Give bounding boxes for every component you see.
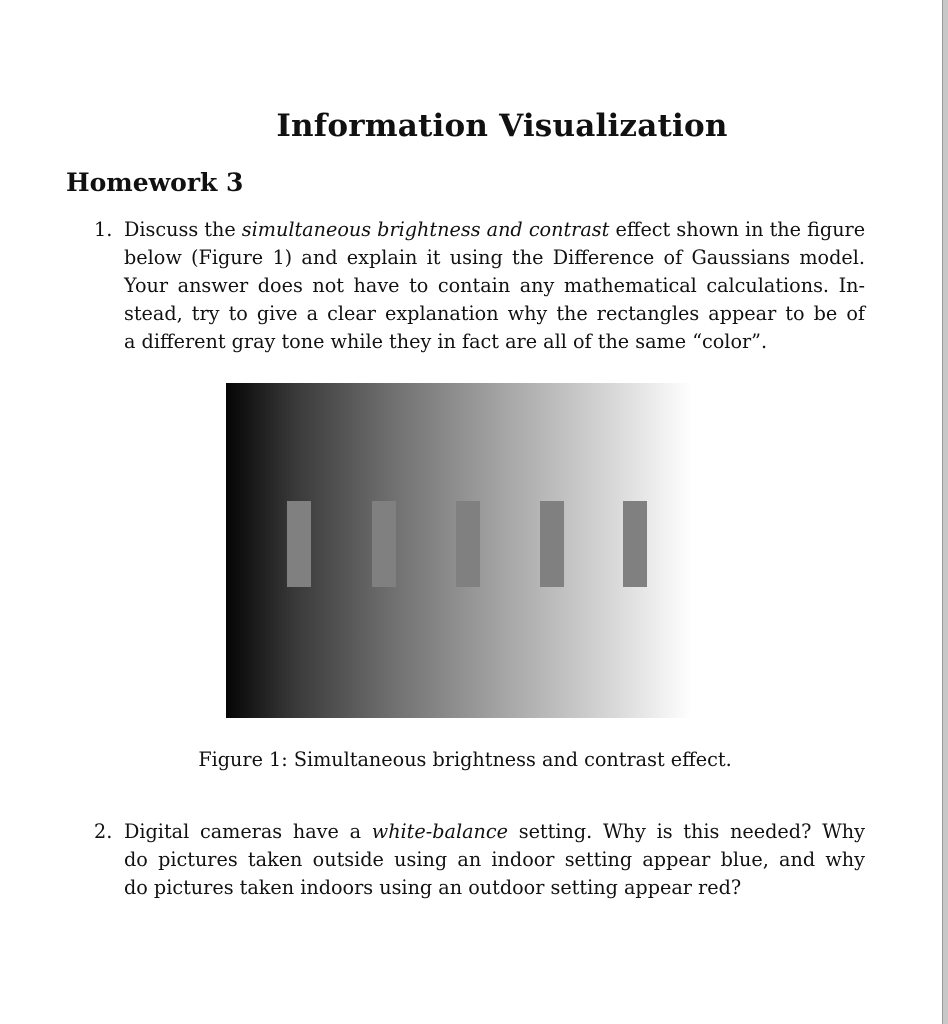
question-1-emphasis: simultaneous brightness and contrast: [241, 218, 610, 241]
gray-rectangle-4: [540, 501, 564, 587]
question-2: [94, 818, 865, 902]
question-1-line-1-post: effect shown in the figure: [615, 218, 866, 241]
question-1-line-1: [124, 216, 865, 244]
figure-caption: Figure 1: Simultaneous brightness and contrast effect.: [198, 748, 732, 771]
gray-rectangle-2: [372, 501, 396, 587]
question-2-line-3: do pictures taken indoors using an outdoor setting appear red?: [124, 876, 742, 899]
gray-rectangle-5: [623, 501, 647, 587]
viewer-scroll-edge[interactable]: [942, 0, 948, 1024]
question-1-line-3: Your answer does not have to contain any mathematical calculations. In-: [124, 274, 865, 297]
question-1-text: [124, 216, 865, 356]
question-2-number: 2.: [94, 820, 113, 843]
document-title: Information Visualization: [276, 108, 728, 144]
question-1-line-2: below (Figure 1) and explain it using the Difference of Gaussians model.: [124, 246, 865, 269]
contrast-figure: [226, 383, 692, 718]
question-1-number: 1.: [94, 218, 113, 241]
question-1-line-1-pre: Discuss the: [124, 218, 236, 241]
question-2-text: [124, 818, 865, 902]
question-2-line-1-pre: Digital cameras have a: [124, 820, 362, 843]
question-1-line-4: stead, try to give a clear explanation why the rectangles appear to be of: [124, 302, 865, 325]
question-2-emphasis: white-balance: [371, 820, 508, 843]
question-1-line-5: a different gray tone while they in fact are all of the same “color”.: [124, 330, 768, 353]
question-2-line-2: do pictures taken outside using an indoor setting appear blue, and why: [124, 848, 865, 871]
gray-rectangle-3: [456, 501, 480, 587]
question-2-line-1-post: setting. Why is this needed? Why: [518, 820, 865, 843]
section-heading: Homework 3: [66, 168, 244, 197]
question-2-line-1: [124, 818, 865, 846]
gray-rectangle-1: [287, 501, 311, 587]
question-1: [94, 216, 866, 356]
